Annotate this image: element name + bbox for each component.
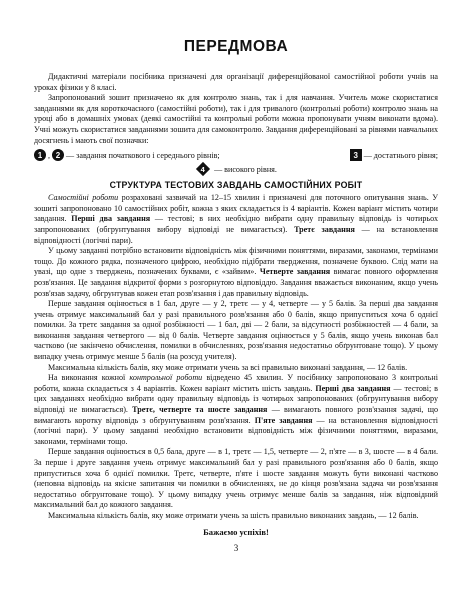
self-work-paragraph: Самостійні роботи розраховані зазвичай на 12–15 хвилин і призначені для поточного опитування знань. У зошиті запропоновано 10 самостійних робіт, кожна з яких складається із 4 варіантів. Кожен варіант містить чотири завдання. Перші два завдання — тестові; в них необхідно вибрати одну правильну відповідь із чотирьох запропонованих (обгрунтування вибору відповіді не вимагається). Третє завдання — на встановлення відповідності (логічні пари).	[34, 193, 438, 245]
closing-wish: Бажаємо успіхів!	[203, 526, 269, 537]
legend-basic-text: — завдання початкового і середнього рівнів;	[66, 150, 220, 160]
level-legend-row-1	[34, 149, 438, 161]
matching-task-paragraph: У цьому завданні потрібно встановити відповідність між фізичними поняттями, виразами, законами, термінами тощо. До кожного рядка, позначеного цифрою, необхідно підібрати твердження, позначене буквою. Слід мати на увазі, що одне з тверджень, позначених буквами, є «зайвим». Четверте завдання вимагає повного оформлення розв'язання. Це завдання відкритої форми з розгорнутою відповіддю. Завдання вважається виконаним, якщо учень розв'язав задачу, обгрунтував кожен етап розв'язання і дав правильну відповідь.	[34, 246, 438, 298]
intro-paragraph-2: Запропонований зошит призначено як для контролю знань, так і для навчання. Учитель може скористатися завданнями як для короткочасного (самостійні роботи), так і для тривалого (контрольні роботи) контролю знань на уроці або в домашніх умовах (деякі самостійні та контрольні роботи можна пропонувати учням виконати вдома). Учні можуть скористатися завданнями зошита для самоконтролю. Завдання диференційовані за рівнями навчальних досягнень і мають свої позначки:	[34, 93, 438, 145]
level-1-circle-icon: 1	[34, 149, 46, 161]
self-work-scoring-paragraph: Перше завдання оцінюється в 1 бал, друге — у 2, третє — у 4, четверте — у 5 балів. За перші два завдання учень отримує максимальний бал у разі правильного розв'язання або 0 балів, якщо припуститься хоча б однієї помилки. За третє завдання за одної розбіжності — 1 бал, дві — 2 бали, за відсутності розбіжностей — 4 бали, за виконання завдання четвертого — від 0 балів. Четверте завдання оцінюється у 5 балів, якщо учень виконав бал частково (не закінчено обчислення, помилки в обчисленнях, розв'язання недостатньо обґрунтоване тощо). У цьому випадку учень отримує менше 5 балів (на розсуд учителя).	[34, 299, 438, 362]
level-2-circle-icon: 2	[52, 149, 64, 161]
control-work-max-paragraph: Максимальна кількість балів, яку може отримати учень за шість правильно виконаних завдань, — 12 балів.	[48, 510, 419, 520]
intro-paragraph-1: Дидактичні матеріали посібника призначені для організації диференційованої самостійної роботи учнів на уроках фізики у 8 класі.	[34, 72, 438, 92]
legend-sufficient-text: — достатнього рівня;	[363, 150, 438, 160]
control-work-scoring-paragraph: Перше завдання оцінюється в 0,5 бала, друге — в 1, третє — 1,5, четверте — 2, п'яте — в 3, шосте — в 4 бали. За перше і друге завдання учень отримує максимальний бал у разі правильного розв'язання або 0 балів, якщо припуститься хоча б однієї помилки. Третє, четверте, п'яте і шосте завдання можуть бути виконані частково (неповна відповідь на якісне запитання чи помилки в обчисленнях, не до кінця розв'язана задача чи розв'язання недостатньо обгрунтоване тощо). У цьому випадку учень отримує менше балів за завдання, ніж відповідний максимальний бал до кожного завдання.	[34, 447, 438, 510]
page-content	[34, 38, 438, 553]
self-work-max-paragraph: Максимальна кількість балів, яку може отримати учень за всі правильно виконані завдання, — 12 балів.	[48, 362, 408, 372]
legend-basic: 1 , 2 — завдання початкового і середнього рівнів;	[34, 149, 220, 161]
page-number: 3	[233, 542, 239, 553]
level-legend-row-2	[34, 164, 438, 174]
legend-sufficient	[350, 149, 438, 161]
page-title: ПЕРЕДМОВА	[183, 38, 289, 55]
legend-high-text: — високого рівня.	[214, 164, 277, 174]
level-4-diamond-icon: 4	[196, 162, 210, 176]
section-subtitle: СТРУКТУРА ТЕСТОВИХ ЗАВДАНЬ САМОСТІЙНИХ РОБІТ	[109, 180, 363, 191]
level-3-square-icon: 3	[350, 149, 362, 161]
control-work-paragraph: На виконання кожної контрольної роботи відведено 45 хвилин. У посібнику запропоновано 3 контрольні роботи, кожна складається з 4 варіантів. Кожен варіант містить шість завдань. Перші два завдання — тестові; в цих завданнях необхідно вибрати одну правильну відповідь із чотирьох запропонованих (обгрунтування вибору відповіді не вимагається). Третє, четверте та шосте завдання — вимагають повного розв'язання задачі, що вимагають коротку відповідь з обґрунтуванням розв'язання. П'яте завдання — на встановлення відповідності (логічні пари). У цьому завданні необхідно встановити відповідність між фізичними поняттями, виразами, законами, термінами тощо.	[34, 373, 438, 446]
